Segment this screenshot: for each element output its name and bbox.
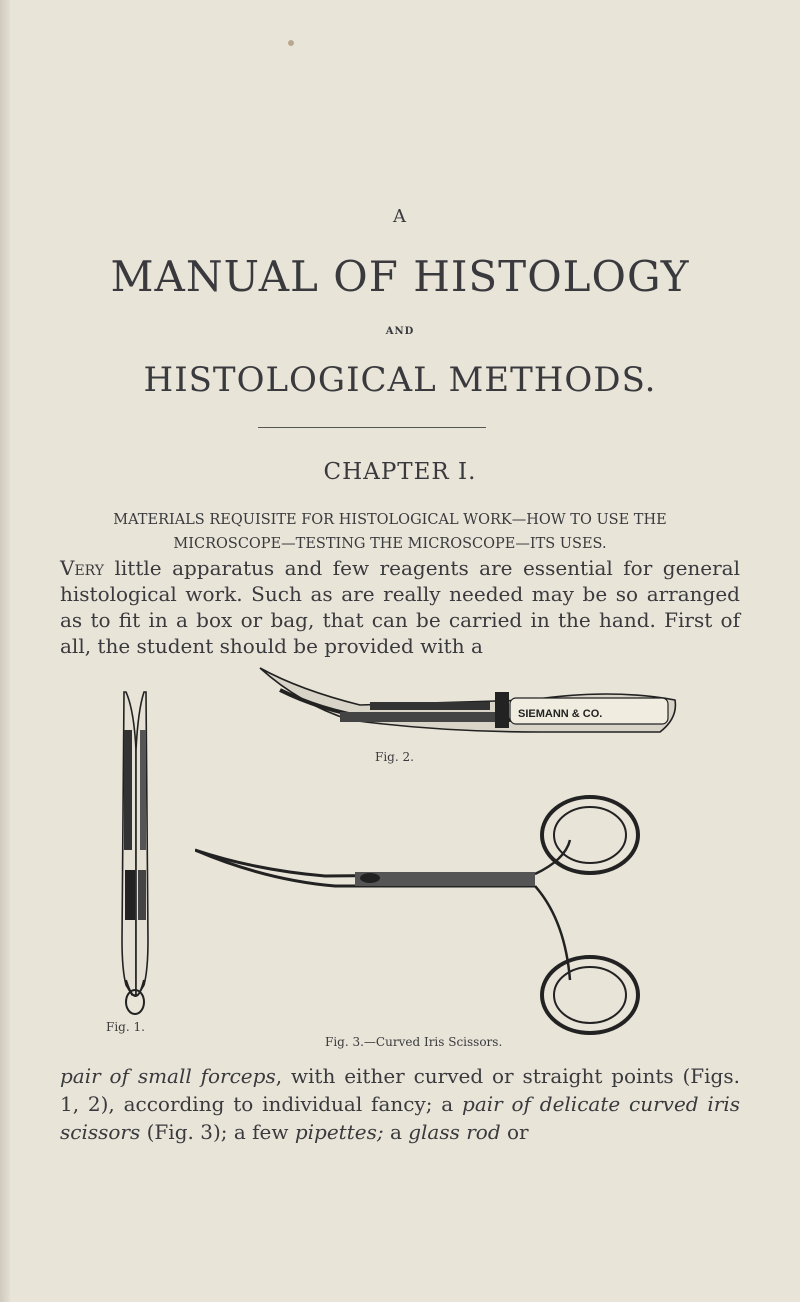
chapter-heading: CHAPTER I. — [323, 459, 477, 485]
paragraph-2-text-c: a — [389, 1120, 409, 1144]
title-and: AND — [385, 326, 415, 337]
term-forceps: pair of small forceps — [60, 1064, 276, 1088]
paragraph-1-lead: Very — [60, 556, 105, 580]
figure-1-forceps — [112, 690, 158, 1020]
paragraph-1-text: little apparatus and few reagents are essential for general histological work. Such as are really needed may be so arranged as to fit in a box or bag, that can be carried in the hand. First of all, the student should be provided with a — [60, 556, 740, 658]
paragraph-2-text-a: , with either curved or straight points (Figs. 1, 2), according to individual fancy; a — [60, 1064, 740, 1116]
figure-2-forceps — [240, 660, 680, 750]
figure-1-caption: Fig. 1. — [106, 1020, 145, 1034]
chapter-summary: MATERIALS REQUISITE FOR HISTOLOGICAL WORK—HOW TO USE THE MICROSCOPE—TESTING THE MICROSCOPE—ITS USES. — [113, 512, 667, 552]
paragraph-1 — [60, 555, 740, 659]
page-edge-shadow — [0, 0, 10, 1302]
paragraph-2 — [60, 1062, 740, 1146]
book-title: MANUAL OF HISTOLOGY — [110, 252, 690, 301]
term-pipettes: pipettes; — [294, 1120, 390, 1144]
paragraph-2-text-d: or — [500, 1120, 529, 1144]
book-subtitle: HISTOLOGICAL METHODS. — [143, 360, 657, 400]
paragraph-2-text-b: (Fig. 3); a few — [140, 1120, 295, 1144]
ink-smudge — [288, 40, 294, 46]
term-glass-rod: glass rod — [408, 1120, 501, 1144]
title-article: A — [393, 206, 407, 227]
maker-mark-fig2: SIEMANN & CO. — [518, 708, 603, 720]
term-scissors: pair of delicate curved iris scissors — [60, 1092, 740, 1144]
figure-3-scissors — [195, 790, 655, 1040]
title-rule — [258, 427, 486, 428]
figure-2-caption: Fig. 2. — [375, 750, 414, 764]
figure-3-caption: Fig. 3.—Curved Iris Scissors. — [325, 1035, 503, 1049]
